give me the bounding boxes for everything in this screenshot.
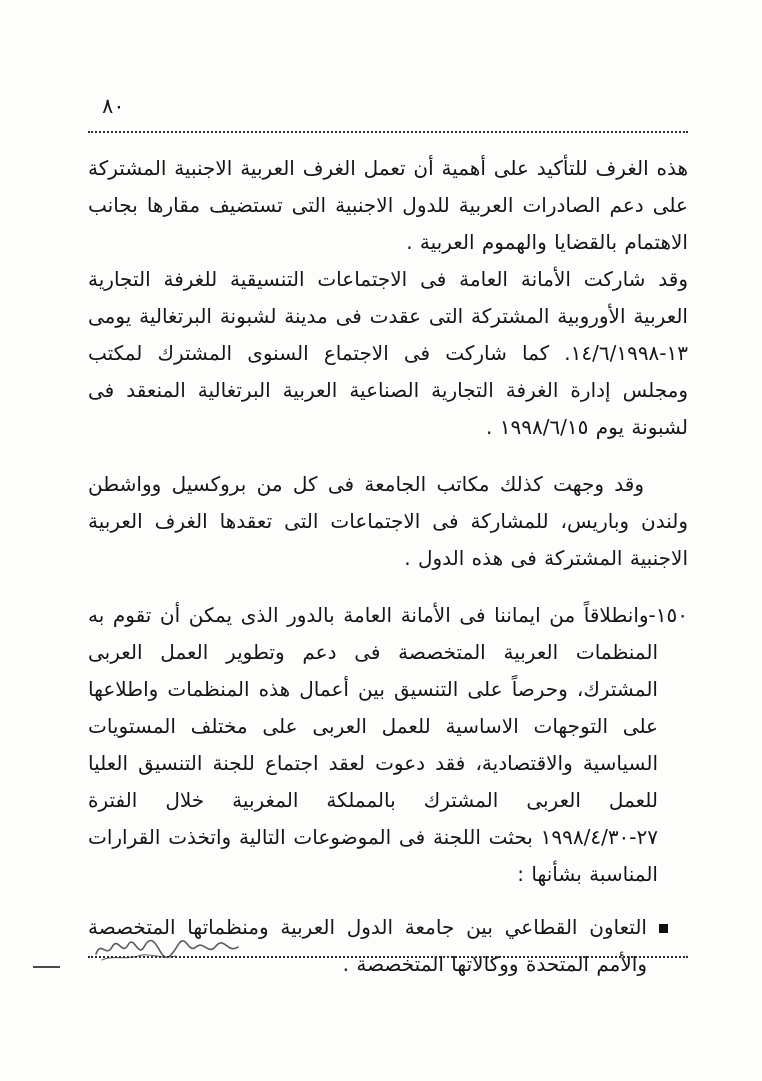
paragraph-numbered-150: ١٥٠-وانطلاقاً من ايماننا فى الأمانة العامة بالدور الذى يمكن أن تقوم به المنظمات العربية المتخصصة فى دعم وتطوير العمل العربى المشترك، وحرصاً على التنسيق بين أعمال هذه المنظمات واطلاعها على التوجهات الاساسية للعمل العربى على مختلف المستويات السياسية والاقتصادية، فقد دعوت لعقد اجتماع للجنة التنسيق العليا للعمل العربى المشترك بالمملكة المغربية خلال الفترة ٢٧-١٩٩٨/٤/٣٠ بحثت اللجنة فى الموضوعات التالية واتخذت القرارات المناسبة بشأنها : (88, 603, 688, 886)
margin-dash (33, 966, 60, 968)
page-number: ٨٠ (102, 94, 125, 118)
paragraph: وقد وجهت كذلك مكاتب الجامعة فى كل من بروكسيل وواشطن ولندن وباريس، للمشاركة فى الاجتماعات التى تعقدها الغرف العربية الاجنبية المشتركة فى هذه الدول . (88, 472, 688, 570)
top-divider (88, 131, 688, 133)
paragraph: وقد شاركت الأمانة العامة فى الاجتماعات التنسيقية للغرفة التجارية العربية الأوروبية المشتركة التى عقدت فى مدينة لشبونة البرتغالية يومى ١٣-١٤/٦/١٩٩٨. كما شاركت فى الاجتماع السنوى المشترك لمكتب ومجلس إدارة الغرفة التجارية الصناعية العربية البرتغالية المنعقد فى لشبونة يوم ١٩٩٨/٦/١٥ . (88, 267, 688, 439)
bullet-square-icon (659, 924, 668, 933)
bottom-divider (88, 956, 688, 958)
handwritten-signature (92, 934, 242, 964)
list-item-text: التعاون القطاعي بين جامعة الدول العربية ومنظماتها المتخصصة والأمم المتحدة ووكالاتها المتخصصة . (88, 915, 647, 976)
paragraph: هذه الغرف للتأكيد على أهمية أن تعمل الغرف العربية الاجنبية المشتركة على دعم الصادرات العربية للدول الاجنبية التى تستضيف مقارها بجانب الاهتمام بالقضايا والهموم العربية . (88, 156, 688, 254)
document-body (88, 150, 688, 983)
